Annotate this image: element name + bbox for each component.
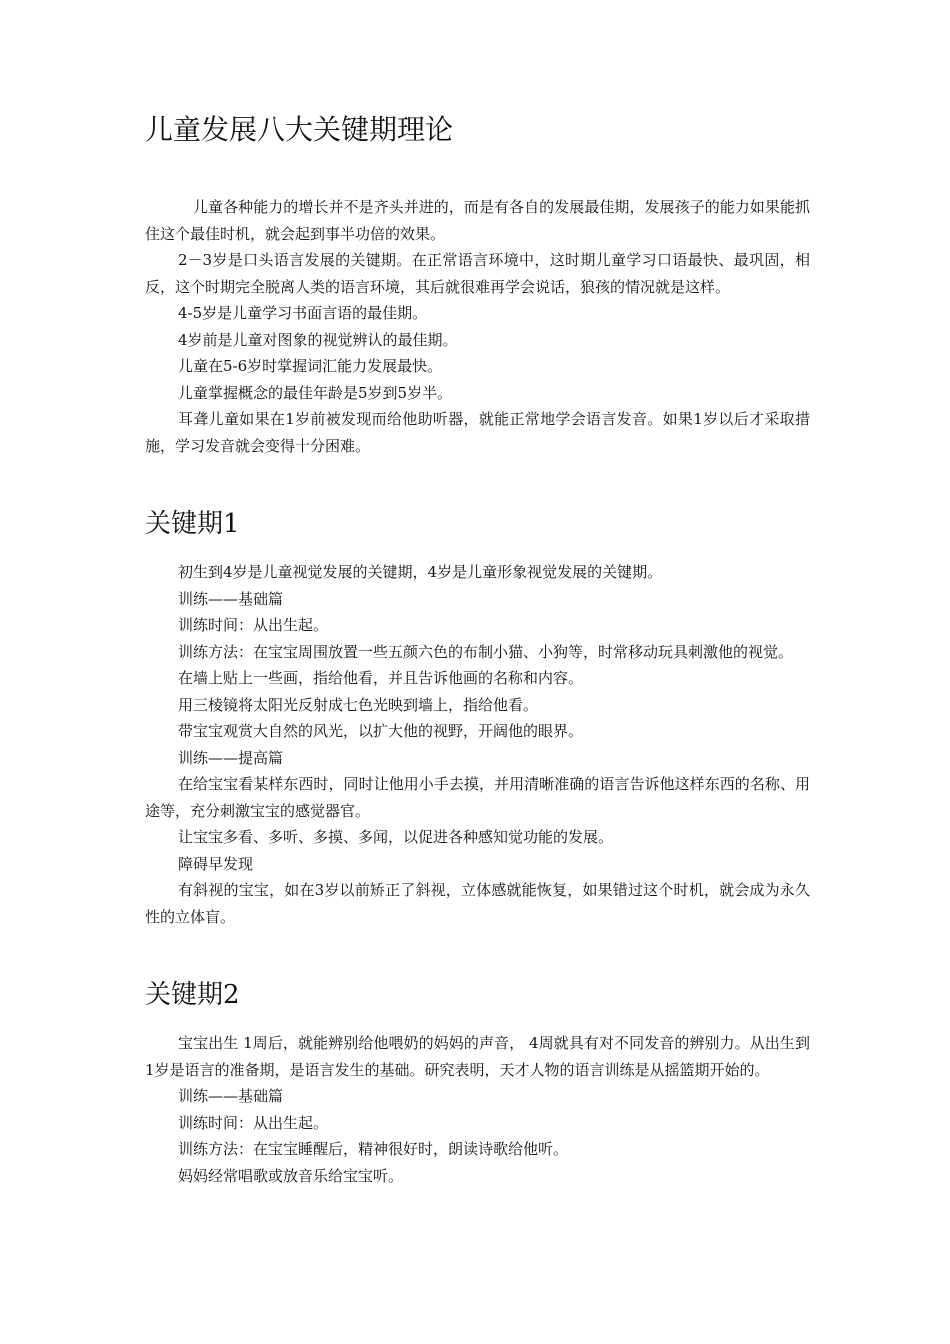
section-1-paragraph: 在给宝宝看某样东西时，同时让他用小手去摸，并用清晰准确的语言告诉他这样东西的名称、用途等，充分刺激宝宝的感觉器官。	[145, 775, 810, 820]
section-1-paragraph: 训练——基础篇	[178, 589, 284, 608]
intro-paragraph: 4-5岁是儿童学习书面言语的最佳期。	[178, 304, 428, 322]
section-1-paragraph: 用三棱镜将太阳光反射成七色光映到墙上，指给他看。	[178, 695, 539, 714]
section-1-paragraph: 有斜视的宝宝，如在3岁以前矫正了斜视，立体感就能恢复，如果错过这个时机，就会成为永久性的立体盲。	[145, 881, 810, 926]
intro-paragraph: 儿童在5-6岁时掌握词汇能力发展最快。	[178, 357, 443, 375]
section-1-body	[145, 559, 810, 930]
section-1-paragraph: 障碍早发现	[178, 854, 254, 873]
intro-paragraph: 儿童各种能力的增长并不是齐头并进的，而是有各自的发展最佳期，发展孩子的能力如果能抓住这个最佳时机，就会起到事半功倍的效果。	[145, 198, 810, 243]
section-1-paragraph: 训练时间：从出生起。	[178, 616, 329, 634]
section-1-paragraph: 带宝宝观赏大自然的风光，以扩大他的视野，开阔他的眼界。	[178, 722, 584, 740]
intro-paragraph: 耳聋儿童如果在1岁前被发现而给他助听器，就能正常地学会语言发音。如果1岁以后才采取措施，学习发音就会变得十分困难。	[145, 410, 810, 455]
section-2-paragraph: 训练——基础篇	[178, 1087, 284, 1105]
section-2-paragraph: 妈妈经常唱歌或放音乐给宝宝听。	[178, 1166, 404, 1185]
section-1-paragraph: 训练方法：在宝宝周围放置一些五颜六色的布制小猫、小狗等，时常移动玩具刺激他的视觉。	[178, 642, 794, 661]
section-1-paragraph: 在墙上贴上一些画，指给他看，并且告诉他画的名称和内容。	[178, 669, 584, 687]
section-1-heading-wrap	[145, 507, 810, 541]
section-2-heading-wrap	[145, 978, 810, 1012]
section-2-paragraph: 宝宝出生 1周后，就能辨别给他喂奶的妈妈的声音， 4周就具有对不同发音的辨别力。从出生到 1岁是语言的准备期，是语言发生的基础。研究表明，天才人物的语言训练是从摇篮期开始的。	[145, 1034, 810, 1079]
intro-paragraph: 4岁前是儿童对图象的视觉辨认的最佳期。	[178, 330, 458, 349]
section-1-heading: 关键期1	[145, 509, 240, 539]
section-2-body	[145, 1030, 810, 1189]
section-2-paragraph: 训练方法：在宝宝睡醒后，精神很好时，朗读诗歌给他听。	[178, 1140, 569, 1158]
section-2-paragraph: 训练时间：从出生起。	[178, 1113, 329, 1132]
section-1-paragraph: 初生到4岁是儿童视觉发展的关键期，4岁是儿童形象视觉发展的关键期。	[178, 563, 663, 581]
section-1-paragraph: 训练——提高篇	[178, 748, 284, 767]
document-title: 儿童发展八大关键期理论	[145, 113, 454, 146]
section-1-paragraph: 让宝宝多看、多听、多摸、多闻，以促进各种感知觉功能的发展。	[178, 828, 614, 846]
intro-section	[145, 194, 810, 459]
section-2-heading: 关键期2	[145, 980, 240, 1010]
intro-paragraph: 儿童掌握概念的最佳年龄是5岁到5岁半。	[178, 383, 453, 402]
intro-paragraph: 2－3岁是口头语言发展的关键期。在正常语言环境中，这时期儿童学习口语最快、最巩固，相反，这个时期完全脱离人类的语言环境，其后就很难再学会说话，狼孩的情况就是这样。	[145, 251, 810, 296]
